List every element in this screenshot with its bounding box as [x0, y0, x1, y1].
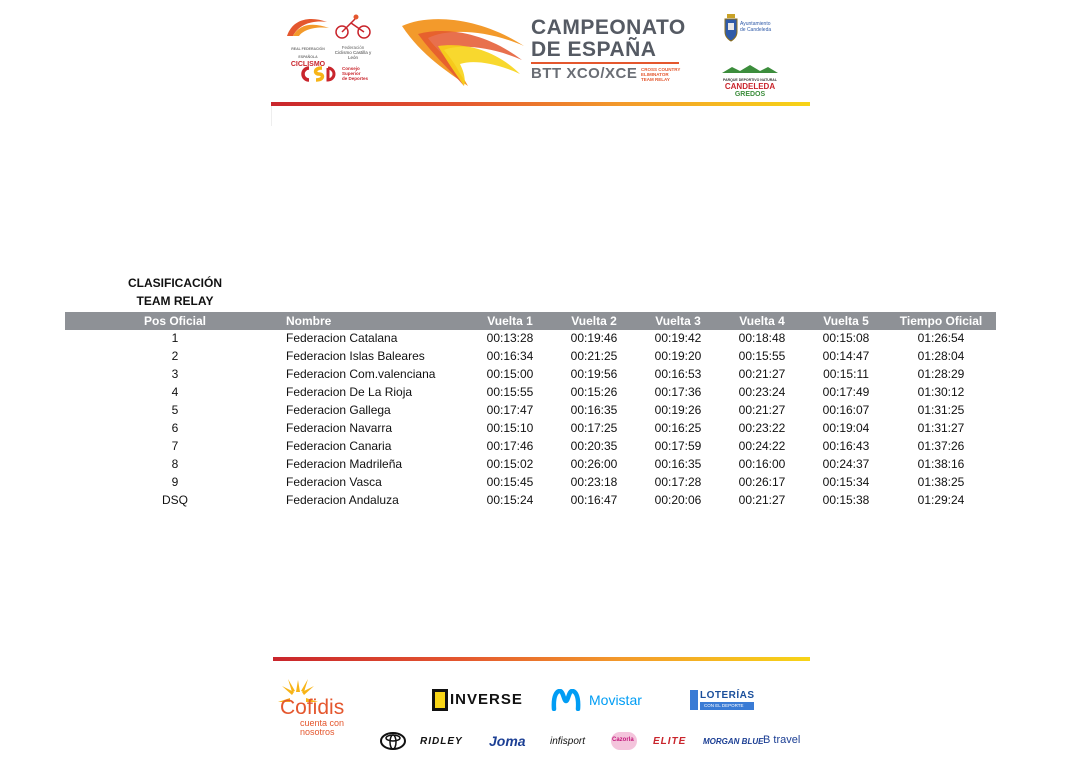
cell-lap2: 00:16:35 [570, 403, 618, 417]
cell-lap5: 00:24:37 [822, 457, 870, 471]
cell-lap3: 00:17:36 [654, 385, 702, 399]
cell-lap2: 00:23:18 [570, 475, 618, 489]
cell-position: 1 [171, 331, 179, 345]
table-row [65, 456, 996, 474]
cell-name: Federacion Canaria [286, 439, 392, 453]
cell-lap5: 00:15:38 [822, 493, 870, 507]
discipline-relay: TEAM RELAY [641, 77, 670, 82]
csd-emblem-icon [300, 65, 338, 83]
cell-lap3: 00:16:25 [654, 421, 702, 435]
footer-stripe [273, 657, 810, 661]
cell-lap1: 00:17:47 [486, 403, 534, 417]
col-header-lap5: Vuelta 5 [823, 314, 869, 328]
cell-position: 3 [171, 367, 179, 381]
cell-name: Federacion Navarra [286, 421, 393, 435]
cell-lap5: 00:17:49 [822, 385, 870, 399]
cell-lap3: 00:17:59 [654, 439, 702, 453]
rfec-name-line1: REAL FEDERACIÓN ESPAÑOLA [291, 47, 325, 59]
ayuntamiento-name-line2: de Candeleda [740, 27, 772, 33]
cell-position: 2 [171, 349, 179, 363]
csd-name-line1: Consejo [342, 66, 360, 71]
mountains-icon [722, 65, 778, 73]
discipline-xco: CROSS COUNTRY [641, 67, 681, 72]
event-swirl-icon [398, 16, 528, 88]
movistar-logo [551, 688, 643, 712]
cell-lap3: 00:16:53 [654, 367, 702, 381]
morgan-blue-logo: MORGAN BLUE [703, 737, 764, 746]
col-header-lap1: Vuelta 1 [487, 314, 533, 328]
cell-official-time: 01:37:26 [917, 439, 965, 453]
ridley-logo: RIDLEY [420, 736, 463, 747]
cofidis-logo [276, 678, 376, 737]
cell-lap4: 00:24:22 [738, 439, 786, 453]
cell-lap4: 00:18:48 [738, 331, 786, 345]
cell-name: Federacion Madrileña [286, 457, 403, 471]
cell-lap1: 00:15:55 [486, 385, 534, 399]
col-header-lap3: Vuelta 3 [655, 314, 701, 328]
cell-position: 8 [171, 457, 179, 471]
cell-lap1: 00:17:46 [486, 439, 534, 453]
results-table-header [65, 312, 996, 330]
cazorla-logo [611, 732, 637, 750]
cell-lap4: 00:26:17 [738, 475, 786, 489]
cell-lap3: 00:19:42 [654, 331, 702, 345]
loterias-logo [690, 690, 756, 712]
toyota-logo [380, 732, 406, 755]
cell-lap3: 00:16:35 [654, 457, 702, 471]
cell-position: 6 [171, 421, 179, 435]
cell-lap4: 00:15:55 [738, 349, 786, 363]
cell-lap5: 00:15:34 [822, 475, 870, 489]
fcyl-logo [331, 14, 375, 60]
cell-official-time: 01:31:25 [917, 403, 965, 417]
cell-lap4: 00:16:00 [738, 457, 786, 471]
cell-official-time: 01:30:12 [917, 385, 965, 399]
table-row [65, 420, 996, 438]
cell-lap1: 00:15:24 [486, 493, 534, 507]
toyota-emblem-icon [380, 732, 406, 750]
cazorla-name: Cazorla [612, 737, 634, 743]
cell-position: 5 [171, 403, 179, 417]
col-header-name: Nombre [286, 314, 332, 328]
cell-name: Federacion Catalana [286, 331, 398, 345]
cell-lap2: 00:17:25 [570, 421, 618, 435]
cell-official-time: 01:38:25 [917, 475, 965, 489]
cofidis-tagline-line1: cuenta con [300, 718, 345, 728]
csd-logo [300, 64, 370, 86]
cell-name: Federacion Islas Baleares [286, 349, 425, 363]
cell-name: Federacion Andaluza [286, 493, 399, 507]
cell-lap3: 00:20:06 [654, 493, 702, 507]
cell-lap5: 00:19:04 [822, 421, 870, 435]
cell-lap2: 00:21:25 [570, 349, 618, 363]
cell-name: Federacion Com.valenciana [286, 367, 436, 381]
cell-lap3: 00:19:26 [654, 403, 702, 417]
cell-lap5: 00:15:08 [822, 331, 870, 345]
cell-position: DSQ [161, 493, 188, 507]
cell-lap1: 00:13:28 [486, 331, 534, 345]
inverse-logo [432, 689, 523, 711]
cell-official-time: 01:38:16 [917, 457, 965, 471]
csd-name-line3: de Deportes [342, 76, 369, 81]
cell-official-time: 01:28:04 [917, 349, 965, 363]
ayuntamiento-logo [724, 14, 784, 44]
cell-lap1: 00:15:00 [486, 367, 534, 381]
cell-name: Federacion Vasca [286, 475, 382, 489]
rfec-emblem-icon [283, 14, 333, 40]
parque-name-line1: PARQUE DEPORTIVO NATURAL [723, 78, 777, 82]
ayuntamiento-name-line1: Ayuntamiento [740, 21, 771, 27]
cell-lap5: 00:15:11 [823, 367, 869, 381]
col-header-position: Pos Oficial [143, 314, 207, 328]
event-disciplines [641, 67, 686, 82]
event-title-line2: DE ESPAÑA [531, 38, 657, 61]
elite-logo: ELITE [653, 736, 687, 747]
table-row [65, 438, 996, 456]
cell-official-time: 01:26:54 [917, 331, 965, 345]
col-header-lap2: Vuelta 2 [571, 314, 617, 328]
cell-lap2: 00:26:00 [570, 457, 618, 471]
cell-name: Federacion Gallega [286, 403, 391, 417]
infisport-logo: infisport [550, 736, 586, 747]
csd-name-line2: Superior [342, 71, 361, 76]
coat-of-arms-icon [724, 14, 738, 42]
cell-lap4: 00:23:22 [738, 421, 786, 435]
event-title-bar [531, 62, 679, 64]
classification-title: CLASIFICACIÓN [128, 276, 222, 290]
cell-lap5: 00:16:43 [822, 439, 870, 453]
cell-lap1: 00:15:45 [486, 475, 534, 489]
cell-official-time: 01:28:29 [917, 367, 965, 381]
event-title-line1: CAMPEONATO [531, 16, 686, 39]
header-stripe-shadow [271, 106, 272, 126]
cell-name: Federacion De La Rioja [286, 385, 413, 399]
cell-position: 4 [171, 385, 179, 399]
loterias-tagline: CON EL DEPORTE [704, 703, 744, 708]
cell-lap2: 00:19:46 [570, 331, 618, 345]
rfec-name-line2: CICLISMO [290, 61, 326, 68]
cell-official-time: 01:29:24 [917, 493, 965, 507]
cell-lap2: 00:16:47 [570, 493, 618, 507]
rfec-logo [283, 14, 333, 68]
cell-lap2: 00:15:26 [570, 385, 618, 399]
cofidis-name: Cofidis [280, 696, 345, 719]
event-title-line3: BTT XCO/XCE [531, 65, 638, 82]
discipline-xce: ELIMINATOR [641, 72, 669, 77]
cell-lap4: 00:21:27 [738, 367, 786, 381]
table-row [65, 366, 996, 384]
cell-lap1: 00:15:02 [486, 457, 534, 471]
classification-subtitle: TEAM RELAY [136, 294, 214, 308]
movistar-name: Movistar [589, 692, 642, 708]
fcyl-name-line2: Ciclismo Castilla y León [334, 50, 372, 60]
header-stripe [271, 102, 810, 106]
event-logo [398, 16, 528, 88]
cell-lap4: 00:21:27 [738, 493, 786, 507]
cyclist-icon [331, 14, 375, 40]
table-row [65, 492, 996, 510]
inverse-name: INVERSE [450, 691, 523, 708]
cell-lap5: 00:14:47 [822, 349, 870, 363]
table-row [65, 474, 996, 492]
joma-logo: Joma [489, 733, 526, 749]
cell-lap3: 00:17:28 [654, 475, 702, 489]
cofidis-tagline-line2: nosotros [300, 727, 335, 737]
cell-lap2: 00:19:56 [570, 367, 618, 381]
table-row [65, 330, 996, 348]
cell-position: 9 [171, 475, 179, 489]
cell-lap2: 00:20:35 [570, 439, 618, 453]
cell-lap1: 00:16:34 [486, 349, 534, 363]
table-row [65, 348, 996, 366]
movistar-m-icon [551, 689, 581, 711]
cell-lap4: 00:21:27 [738, 403, 786, 417]
cell-lap4: 00:23:24 [738, 385, 786, 399]
cell-official-time: 01:31:27 [917, 421, 965, 435]
parque-name-line2: CANDELEDA [724, 82, 776, 91]
cell-lap1: 00:15:10 [486, 421, 534, 435]
table-row [65, 402, 996, 420]
parque-name-line3: GREDOS [734, 91, 766, 98]
cell-lap5: 00:16:07 [822, 403, 870, 417]
cell-position: 7 [171, 439, 179, 453]
loterias-name: LOTERÍAS [700, 690, 755, 701]
col-header-lap4: Vuelta 4 [739, 314, 785, 328]
btravel-logo: B travel [763, 734, 801, 746]
fcyl-name-line1: Federación [341, 45, 365, 50]
col-header-official-time: Tiempo Oficial [899, 314, 983, 328]
cell-lap3: 00:19:20 [654, 349, 702, 363]
table-row [65, 384, 996, 402]
parque-deportivo-logo [722, 60, 778, 98]
